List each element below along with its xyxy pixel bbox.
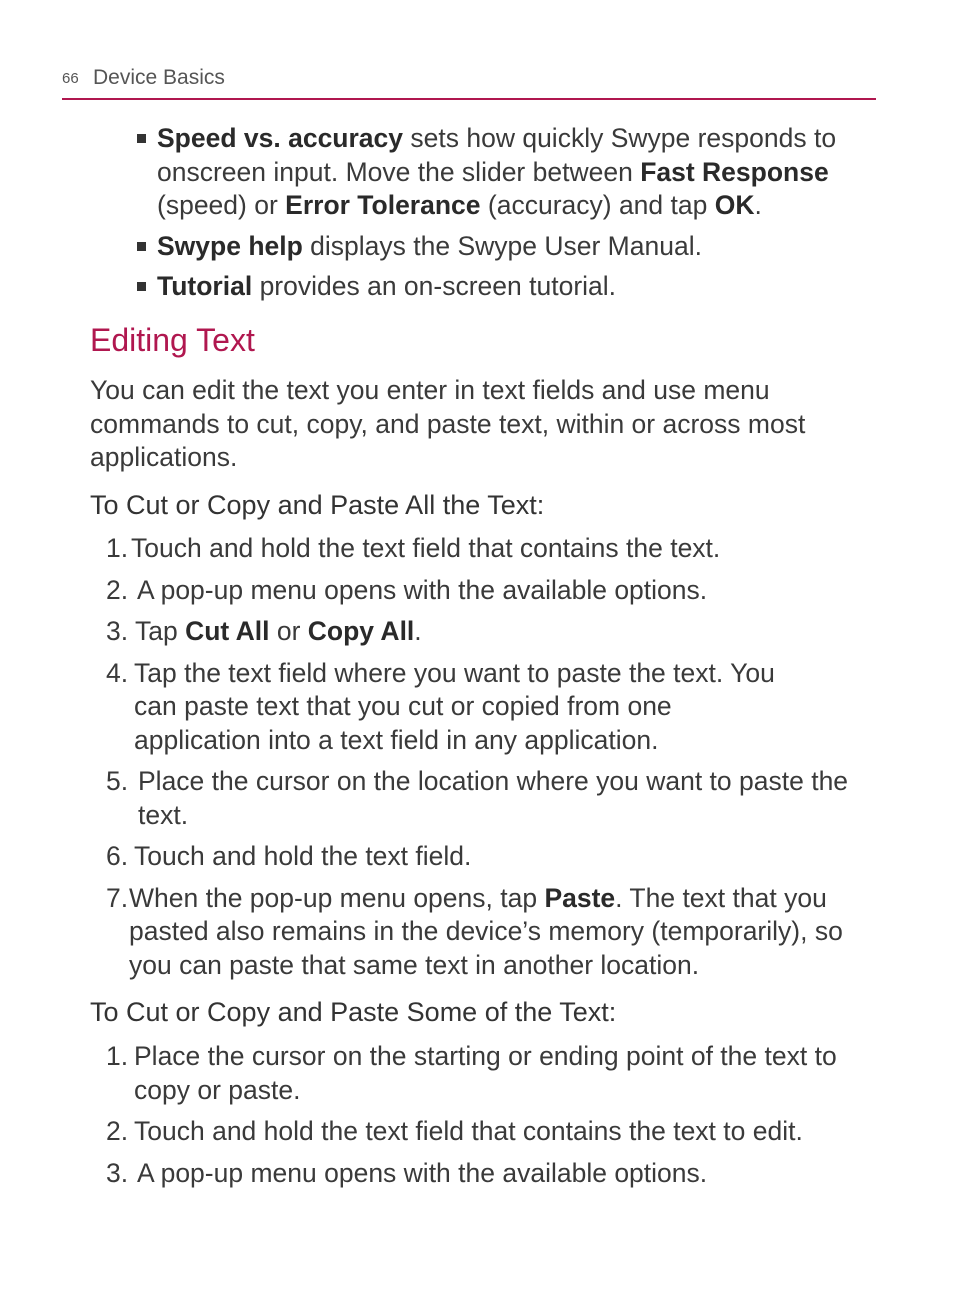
bold-term: Swype help: [157, 230, 303, 261]
step-item: [106, 840, 876, 874]
bold-term: Cut All: [185, 616, 270, 646]
step-item: [106, 532, 876, 566]
step-text: A pop-up menu opens with the available options.: [137, 574, 708, 605]
bold-term: Tutorial: [157, 271, 253, 301]
step-item: [106, 657, 876, 758]
intro-paragraph: You can edit the text you enter in text fields and use menu commands to cut, copy, and paste text, within or across most applications.: [90, 375, 806, 472]
step-text: Touch and hold the text field that contains the text to edit.: [134, 1116, 803, 1146]
step-text: Touch and hold the text field.: [134, 841, 472, 871]
step-text: [106, 882, 874, 983]
subheading-cut-copy-all: To Cut or Copy and Paste All the Text:: [90, 490, 545, 520]
list-item: [135, 230, 880, 264]
step-text: Tap the text field where you want to paste the text. You can paste text that you cut or copied from one application into a text field in any application.: [134, 657, 775, 755]
list-item-text: (speed) or: [157, 190, 286, 220]
list-item-text: .: [754, 190, 762, 220]
page-header: [62, 64, 876, 100]
list-item-text: (accuracy) and tap: [480, 190, 715, 220]
step-text: Place the cursor on the location where you want to paste the text.: [138, 766, 849, 830]
step-text-part: .: [414, 616, 422, 646]
step-number: 3.: [106, 616, 129, 646]
step-item: [106, 1040, 876, 1107]
list-item: [135, 270, 880, 304]
steps-list-all: [106, 532, 876, 990]
step-text: Touch and hold the text field that contains the text.: [131, 533, 721, 563]
step-number: 7.: [106, 882, 129, 913]
step-text: Place the cursor on the starting or ending point of the text to copy or paste.: [134, 1041, 837, 1105]
bold-term: Copy All: [307, 616, 415, 646]
list-item-text: displays the Swype User Manual.: [302, 230, 702, 261]
section-heading: Editing Text: [90, 322, 255, 358]
step-text: [106, 615, 876, 649]
step-number: 3.: [106, 1157, 129, 1188]
subheading-cut-copy-some: To Cut or Copy and Paste Some of the Text:: [90, 997, 617, 1027]
bold-term: Speed vs. accuracy: [157, 123, 404, 153]
section-title: Device Basics: [93, 66, 225, 89]
bullet-square-icon: [137, 282, 146, 291]
step-item: [106, 574, 876, 608]
step-number: 2.: [106, 574, 129, 605]
bold-term: Error Tolerance: [285, 190, 481, 220]
step-text-part: Tap: [135, 616, 186, 646]
step-text-part: When the pop-up menu opens, tap: [129, 882, 545, 913]
step-item: [106, 615, 876, 649]
bold-term: Fast Response: [640, 156, 829, 187]
step-number: 1.: [106, 1041, 129, 1071]
step-number: 2.: [106, 1116, 129, 1146]
step-text-part: . The text that you pasted also remains in the device’s memory (temporarily), so you can paste that same text in another location.: [129, 882, 843, 980]
step-number: 4.: [106, 657, 129, 688]
step-item: [106, 765, 876, 832]
bullet-square-icon: [137, 134, 146, 143]
step-number: 6.: [106, 841, 129, 871]
step-number: 5.: [106, 766, 129, 796]
bold-term: Paste: [544, 882, 616, 913]
steps-list-some: [106, 1040, 876, 1198]
bullet-square-icon: [137, 242, 146, 251]
step-text-part: or: [269, 616, 308, 646]
step-text: A pop-up menu opens with the available options.: [137, 1157, 708, 1188]
list-item-text: sets how quickly Swype responds to onscreen input. Move the slider between: [157, 123, 837, 187]
bold-term: OK: [714, 190, 755, 220]
step-number: 1.: [106, 533, 129, 563]
step-item: [106, 1115, 876, 1149]
step-item: [106, 882, 876, 983]
step-item: [106, 1157, 876, 1191]
swype-settings-list: [135, 122, 880, 311]
list-item-text: provides an on-screen tutorial.: [252, 271, 617, 301]
list-item: [135, 122, 880, 223]
page-number: 66: [62, 70, 79, 87]
